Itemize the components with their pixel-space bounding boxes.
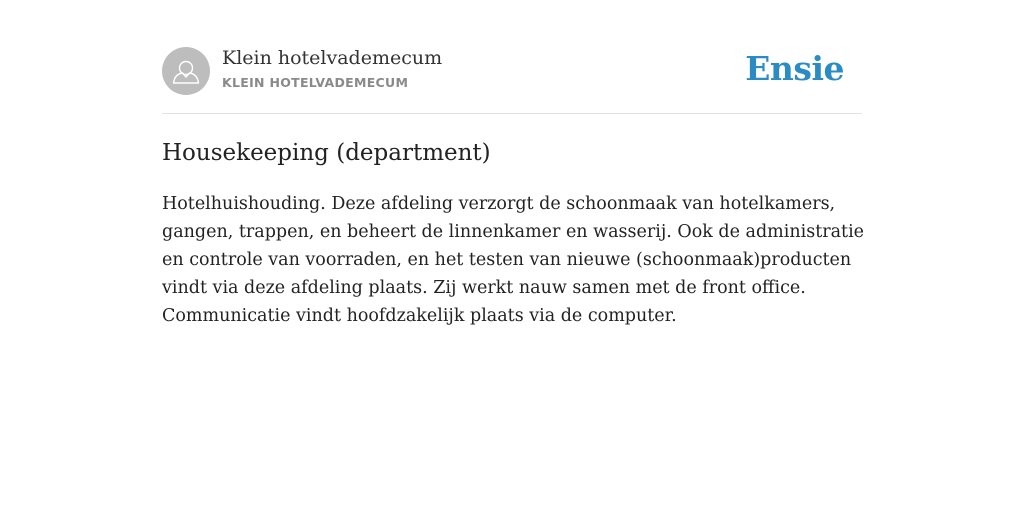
author-name[interactable]: Klein hotelvademecum [222, 47, 443, 69]
user-placeholder-icon [162, 47, 210, 95]
definition-text: Hotelhuishouding. Deze afdeling verzorgt de schoonmaak van hotelkamers, gangen, trappen, en beheert de linnenkamer en wasserij. Ook de administratie en controle van voorraden, en het testen van nieuwe (schoonmaak)producten vindt via deze afdeling plaats. Zij werkt nauw samen met de front office. Communicatie vindt hoofdzakelijk plaats via de computer. [162, 194, 865, 326]
page-title: Housekeeping (department) [162, 140, 491, 166]
brand-logo[interactable]: Ensie [745, 49, 844, 88]
author-source: KLEIN HOTELVADEMECUM [222, 75, 409, 90]
avatar[interactable] [162, 47, 210, 95]
card-header [162, 0, 862, 114]
definition-card [162, 0, 865, 326]
